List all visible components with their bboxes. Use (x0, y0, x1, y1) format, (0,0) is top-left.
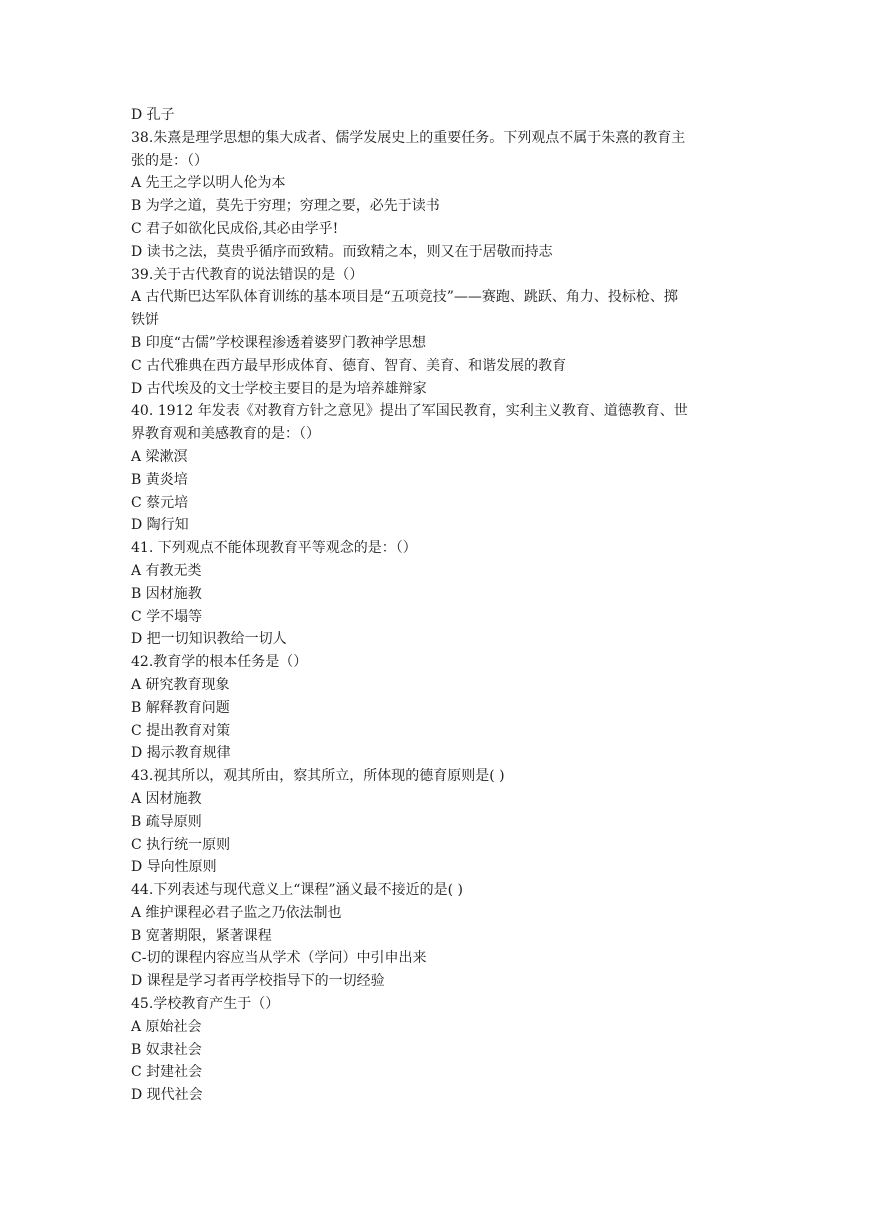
question-stem-line: 张的是：（） (131, 152, 208, 169)
answer-option-line: B 疏导原则 (131, 813, 202, 830)
answer-option-line: D 把一切知识教给一切人 (131, 631, 287, 648)
question-block (131, 264, 741, 401)
answer-option-line: B 黄炎培 (131, 471, 188, 488)
answer-option-line: B 为学之道，莫先于穷理；穷理之要，必先于读书 (131, 198, 440, 215)
question-stem-line: 38.朱熹是理学思想的集大成者、儒学发展史上的重要任务。下列观点不属于朱熹的教育主 (131, 129, 686, 146)
answer-option (131, 241, 741, 264)
question-list (131, 127, 741, 1107)
question-block (131, 537, 741, 651)
question-stem-line: 41. 下列观点不能体现教育平等观念的是：（） (131, 540, 417, 557)
question-block (131, 765, 741, 879)
answer-option (131, 1084, 741, 1107)
answer-option-line: 铁饼 (131, 312, 159, 329)
answer-option (131, 970, 741, 993)
answer-option (131, 925, 741, 948)
question-block (131, 127, 741, 264)
answer-option-line: C 执行统一原则 (131, 836, 231, 853)
answer-option (131, 286, 741, 332)
answer-option-line: A 先王之学以明人伦为本 (131, 175, 286, 192)
question-stem-line: 39.关于古代教育的说法错误的是（） (131, 266, 364, 283)
answer-option (131, 606, 741, 629)
answer-option (131, 947, 741, 970)
answer-option-line: A 维护课程必君子监之乃依法制也 (131, 904, 342, 921)
answer-option-line: A 研究教育现象 (131, 676, 230, 693)
question-block (131, 400, 741, 537)
answer-option-line: B 奴隶社会 (131, 1041, 202, 1058)
answer-option-line: C 君子如欲化民成俗,其必由学乎! (131, 220, 339, 237)
answer-option-line: D 陶行知 (131, 517, 189, 534)
answer-option-line: C 提出教育对策 (131, 722, 231, 739)
answer-option (131, 788, 741, 811)
answer-option-line: D 导向性原则 (131, 859, 217, 876)
question-stem-line: 45.学校教育产生于（） (131, 996, 280, 1013)
answer-option-line: D 读书之法，莫贵乎循序而致精。而致精之本，则又在于居敬而持志 (131, 243, 553, 260)
answer-option (131, 172, 741, 195)
answer-option (131, 1039, 741, 1062)
answer-option-line: A 原始社会 (131, 1018, 202, 1035)
answer-option-line: A 因材施教 (131, 790, 202, 807)
answer-option (131, 628, 741, 651)
answer-option (131, 195, 741, 218)
question-stem-line: 40. 1912 年发表《对教育方针之意见》提出了军国民教育，实利主义教育、道德教育、世 (131, 403, 688, 420)
question-block (131, 651, 741, 765)
answer-option-line: C 封建社会 (131, 1064, 203, 1081)
question-stem-line: 42.教育学的根本任务是（） (131, 654, 308, 671)
answer-option-line: C 蔡元培 (131, 494, 189, 511)
question-block (131, 879, 741, 993)
answer-option (131, 378, 741, 401)
answer-option (131, 834, 741, 857)
answer-option-line: B 因材施教 (131, 585, 202, 602)
answer-option (131, 446, 741, 469)
answer-option (131, 355, 741, 378)
answer-option (131, 697, 741, 720)
question-stem-line: 44.下列表述与现代意义上“课程”涵义最不接近的是( ) (131, 882, 463, 899)
answer-option (131, 1061, 741, 1084)
answer-option-line: C 学不塌等 (131, 608, 203, 625)
answer-option-line: A 古代斯巴达军队体育训练的基本项目是“五项竞技”——赛跑、跳跃、角力、投标枪、掷 (131, 289, 678, 306)
answer-option (131, 492, 741, 515)
answer-option (131, 332, 741, 355)
answer-option-line: D 揭示教育规律 (131, 745, 231, 762)
answer-option (131, 902, 741, 925)
question-block (131, 993, 741, 1107)
answer-option (131, 1016, 741, 1039)
answer-option (131, 742, 741, 765)
lead-option: D 孔子 (131, 107, 175, 123)
answer-option (131, 811, 741, 834)
answer-option (131, 218, 741, 241)
answer-option-line: C-切的课程内容应当从学术（学问）中引申出来 (131, 950, 427, 967)
answer-option (131, 514, 741, 537)
answer-option (131, 560, 741, 583)
document-body (131, 104, 741, 1107)
answer-option (131, 469, 741, 492)
answer-option-line: C 古代雅典在西方最早形成体育、德育、智育、美育、和谐发展的教育 (131, 357, 567, 374)
answer-option-line: D 现代社会 (131, 1087, 203, 1104)
answer-option (131, 583, 741, 606)
answer-option-line: A 梁漱溟 (131, 448, 188, 465)
answer-option-line: A 有教无类 (131, 562, 202, 579)
answer-option-line: D 古代埃及的文士学校主要目的是为培养雄辩家 (131, 380, 427, 397)
answer-option-line: B 印度“古儒”学校课程渗透着婆罗门教神学思想 (131, 334, 427, 351)
answer-option (131, 674, 741, 697)
answer-option-line: D 课程是学习者再学校指导下的一切经验 (131, 973, 385, 990)
answer-option-line: B 宽著期限，紧著课程 (131, 927, 272, 944)
answer-option (131, 856, 741, 879)
answer-option (131, 720, 741, 743)
question-stem-line: 43.视其所以，观其所由，察其所立，所体现的德育原则是( ) (131, 768, 505, 785)
question-stem-line: 界教育观和美感教育的是：（） (131, 426, 320, 443)
answer-option-line: B 解释教育问题 (131, 699, 230, 716)
